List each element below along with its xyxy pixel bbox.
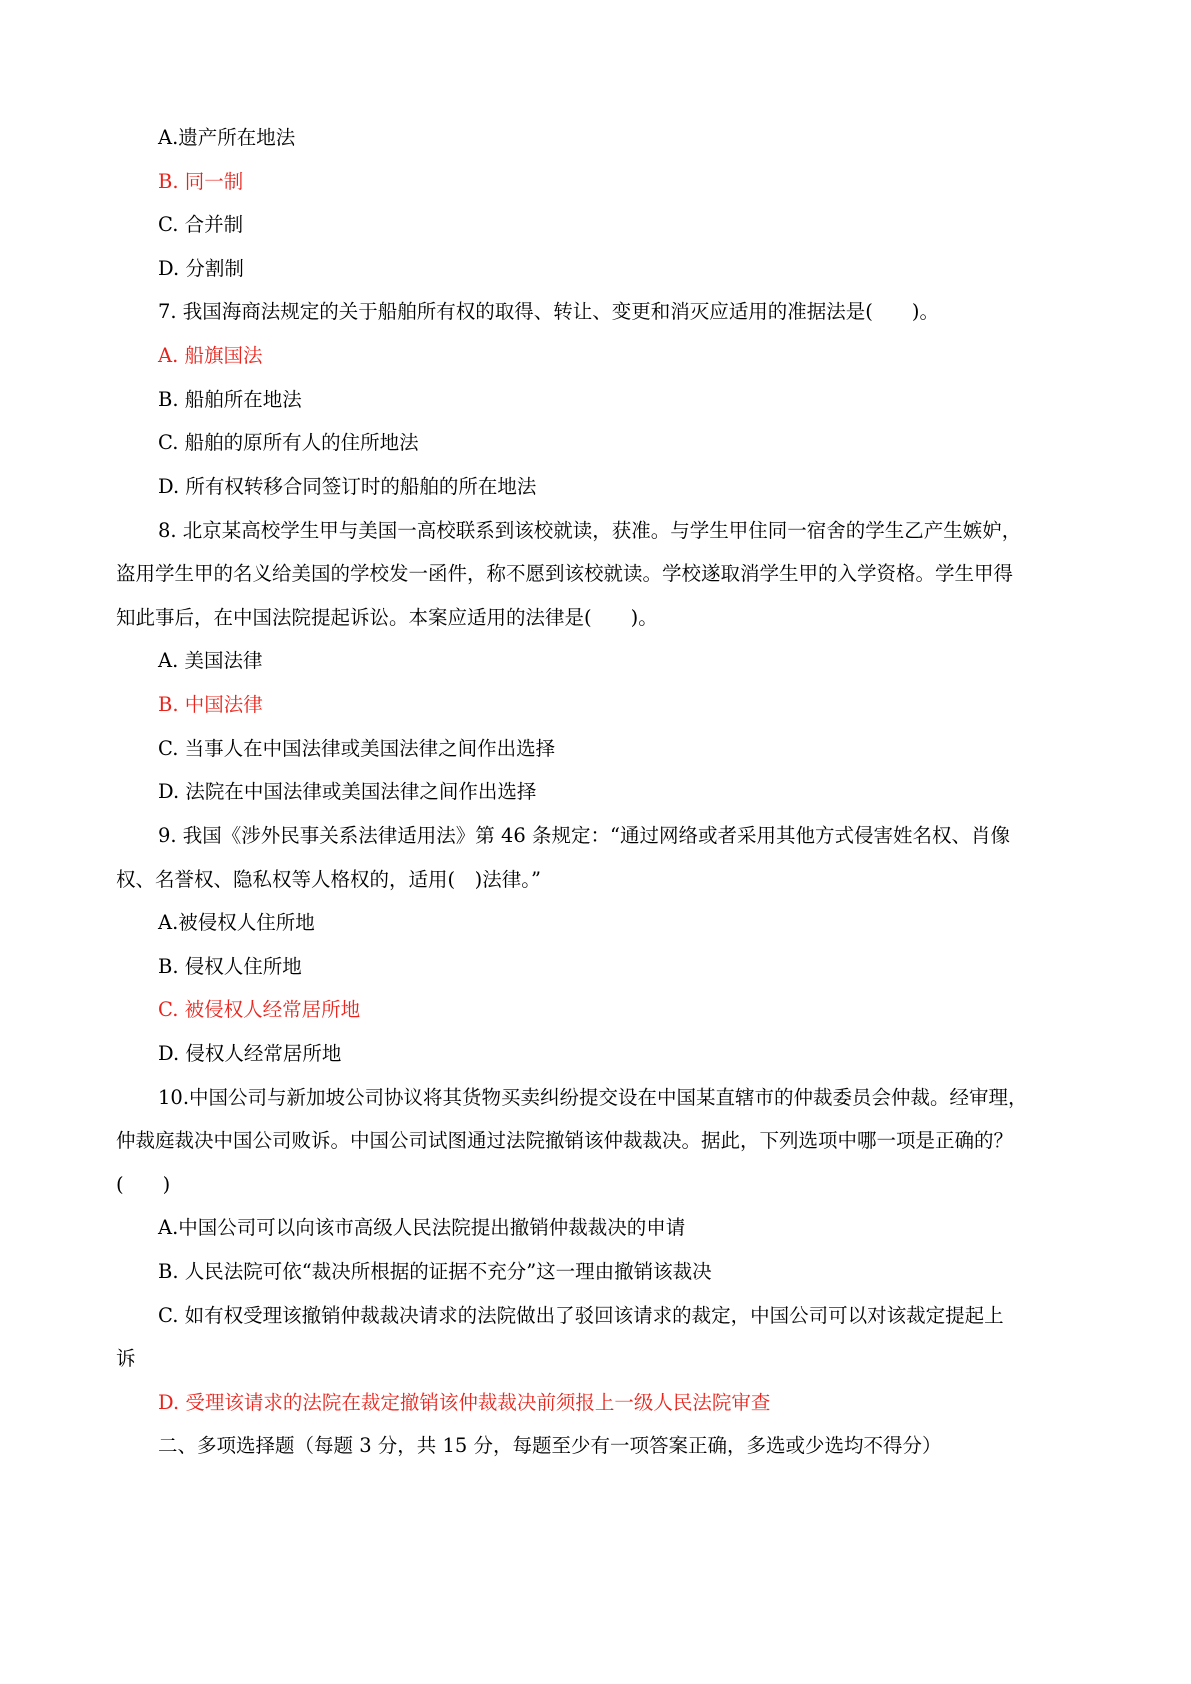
option-line: D. 侵权人经常居所地 (158, 1042, 342, 1065)
question-line: 盗用学生甲的名义给美国的学校发一函件，称不愿到该校就读。学校遂取消学生甲的入学资格。学生甲得 (116, 562, 1014, 585)
option-line: D. 所有权转移合同签订时的船舶的所在地法 (158, 475, 537, 498)
answer-option-line: B. 中国法律 (158, 693, 263, 716)
option-line: A. 美国法律 (158, 649, 263, 672)
question-line: 知此事后，在中国法院提起诉讼。本案应适用的法律是( )。 (116, 606, 658, 629)
option-line: 诉 (116, 1347, 136, 1370)
option-line: B. 侵权人住所地 (158, 955, 302, 978)
question-line: 7. 我国海商法规定的关于船舶所有权的取得、转让、变更和消灭应适用的准据法是( )。 (158, 300, 940, 323)
answer-option-line: D. 受理该请求的法院在裁定撤销该仲裁裁决前须报上一级人民法院审查 (158, 1391, 771, 1414)
option-line: A.被侵权人住所地 (158, 911, 315, 934)
question-line: 10.中国公司与新加坡公司协议将其货物买卖纠纷提交设在中国某直辖市的仲裁委员会仲裁。经审理， (158, 1086, 1028, 1109)
question-line: 权、名誉权、隐私权等人格权的，适用( )法律。” (116, 868, 541, 891)
option-line: C. 如有权受理该撤销仲裁裁决请求的法院做出了驳回该请求的裁定，中国公司可以对该裁定提起上 (158, 1304, 1004, 1327)
option-line: C. 船舶的原所有人的住所地法 (158, 431, 419, 454)
answer-option-line: A. 船旗国法 (158, 344, 263, 367)
option-line: A.中国公司可以向该市高级人民法院提出撤销仲裁裁决的申请 (158, 1216, 686, 1239)
question-line: ( ) (116, 1173, 171, 1196)
option-line: B. 人民法院可依“裁决所根据的证据不充分”这一理由撤销该裁决 (158, 1260, 712, 1283)
option-line: C. 合并制 (158, 213, 244, 236)
option-line: B. 船舶所在地法 (158, 388, 302, 411)
question-line: 仲裁庭裁决中国公司败诉。中国公司试图通过法院撤销该仲裁裁决。据此，下列选项中哪一项是正确的？ (116, 1129, 1014, 1152)
option-line: D. 法院在中国法律或美国法律之间作出选择 (158, 780, 537, 803)
answer-option-line: B. 同一制 (158, 170, 244, 193)
question-line: 8. 北京某高校学生甲与美国一高校联系到该校就读，获准。与学生甲住同一宿舍的学生乙产生嫉妒， (158, 519, 1022, 542)
option-line: C. 当事人在中国法律或美国法律之间作出选择 (158, 737, 556, 760)
answer-option-line: C. 被侵权人经常居所地 (158, 998, 361, 1021)
option-line: D. 分割制 (158, 257, 244, 280)
question-line: 9. 我国《涉外民事关系法律适用法》第 46 条规定：“通过网络或者采用其他方式侵害姓名权、肖像 (158, 824, 1010, 847)
section-heading: 二、多项选择题（每题 3 分，共 15 分，每题至少有一项答案正确，多选或少选均不得分） (158, 1434, 942, 1457)
option-line: A.遗产所在地法 (158, 126, 296, 149)
